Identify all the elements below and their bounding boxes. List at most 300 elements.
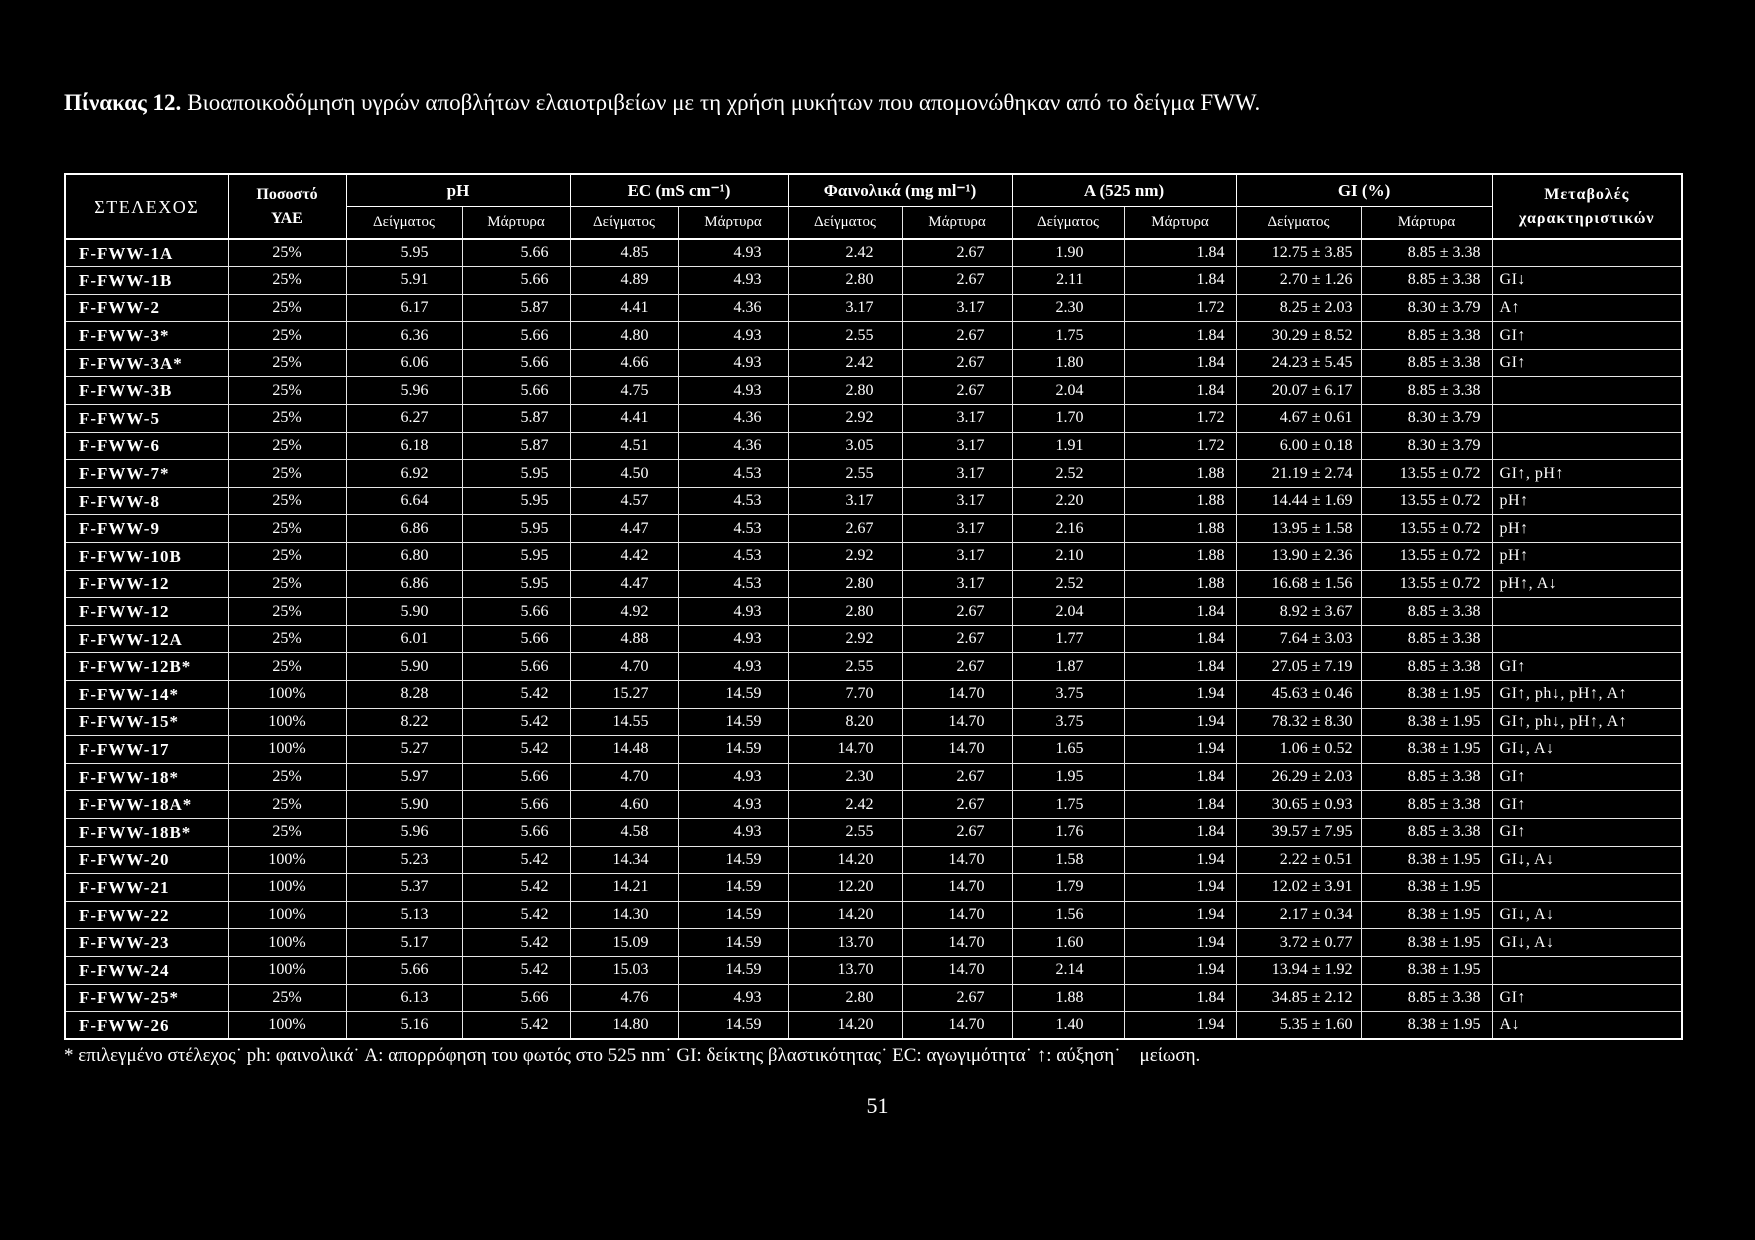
- ec-control: 4.36: [678, 405, 788, 433]
- phenolics-sample: 2.30: [788, 763, 902, 791]
- table-caption: [64, 89, 1260, 117]
- absorbance-sample: 2.20: [1012, 487, 1124, 515]
- changes: A↑: [1492, 294, 1682, 322]
- absorbance-control: 1.94: [1124, 956, 1236, 984]
- ph-control: 5.42: [462, 681, 570, 709]
- ph-control: 5.66: [462, 818, 570, 846]
- table-row: [65, 239, 1682, 267]
- header-gi-sample: Δείγματος: [1236, 206, 1361, 239]
- changes: [1492, 874, 1682, 902]
- ph-control: 5.42: [462, 1012, 570, 1040]
- changes: GI↑: [1492, 791, 1682, 819]
- ec-control: 4.53: [678, 460, 788, 488]
- absorbance-control: 1.84: [1124, 377, 1236, 405]
- yae-percent: 100%: [228, 681, 346, 709]
- absorbance-sample: 1.77: [1012, 625, 1124, 653]
- strain-name: F-FWW-23: [65, 929, 228, 957]
- ph-sample: 8.22: [346, 708, 462, 736]
- table-row: [65, 570, 1682, 598]
- ec-control: 4.53: [678, 570, 788, 598]
- ph-control: 5.42: [462, 736, 570, 764]
- ph-sample: 6.01: [346, 625, 462, 653]
- ec-control: 14.59: [678, 736, 788, 764]
- yae-percent: 25%: [228, 543, 346, 571]
- ec-sample: 15.03: [570, 956, 678, 984]
- ec-control: 4.93: [678, 653, 788, 681]
- ph-sample: 5.90: [346, 791, 462, 819]
- table-row: [65, 653, 1682, 681]
- absorbance-sample: 3.75: [1012, 681, 1124, 709]
- ec-sample: 4.50: [570, 460, 678, 488]
- phenolics-control: 2.67: [902, 984, 1012, 1012]
- gi-sample: 16.68 ± 1.56: [1236, 570, 1361, 598]
- phenolics-control: 14.70: [902, 874, 1012, 902]
- table-row: [65, 460, 1682, 488]
- absorbance-sample: 1.80: [1012, 349, 1124, 377]
- gi-control: 8.85 ± 3.38: [1361, 625, 1492, 653]
- absorbance-control: 1.94: [1124, 681, 1236, 709]
- absorbance-sample: 1.56: [1012, 901, 1124, 929]
- phenolics-control: 14.70: [902, 708, 1012, 736]
- ph-sample: 6.06: [346, 349, 462, 377]
- gi-control: 8.30 ± 3.79: [1361, 405, 1492, 433]
- phenolics-sample: 2.92: [788, 405, 902, 433]
- yae-percent: 25%: [228, 984, 346, 1012]
- ec-sample: 4.60: [570, 791, 678, 819]
- ph-sample: 5.90: [346, 653, 462, 681]
- gi-sample: 8.25 ± 2.03: [1236, 294, 1361, 322]
- changes: GI↑: [1492, 653, 1682, 681]
- strain-name: F-FWW-18A*: [65, 791, 228, 819]
- gi-sample: 2.22 ± 0.51: [1236, 846, 1361, 874]
- ph-control: 5.66: [462, 625, 570, 653]
- yae-percent: 25%: [228, 570, 346, 598]
- strain-name: F-FWW-2: [65, 294, 228, 322]
- absorbance-sample: 2.04: [1012, 377, 1124, 405]
- yae-percent: 25%: [228, 515, 346, 543]
- changes: pH↑: [1492, 543, 1682, 571]
- absorbance-sample: 1.76: [1012, 818, 1124, 846]
- ec-sample: 4.57: [570, 487, 678, 515]
- ec-sample: 4.47: [570, 570, 678, 598]
- phenolics-sample: 13.70: [788, 956, 902, 984]
- phenolics-sample: 2.42: [788, 349, 902, 377]
- ec-sample: 4.70: [570, 763, 678, 791]
- ph-sample: 5.97: [346, 763, 462, 791]
- phenolics-sample: 2.42: [788, 239, 902, 267]
- strain-name: F-FWW-18B*: [65, 818, 228, 846]
- strain-name: F-FWW-22: [65, 901, 228, 929]
- gi-sample: 20.07 ± 6.17: [1236, 377, 1361, 405]
- ec-control: 14.59: [678, 901, 788, 929]
- ec-sample: 4.47: [570, 515, 678, 543]
- ph-control: 5.66: [462, 322, 570, 350]
- phenolics-sample: 2.80: [788, 984, 902, 1012]
- gi-sample: 5.35 ± 1.60: [1236, 1012, 1361, 1040]
- absorbance-control: 1.88: [1124, 570, 1236, 598]
- phenolics-sample: 2.55: [788, 653, 902, 681]
- yae-percent: 25%: [228, 405, 346, 433]
- ph-control: 5.66: [462, 653, 570, 681]
- strain-name: F-FWW-17: [65, 736, 228, 764]
- header-gi-control: Μάρτυρα: [1361, 206, 1492, 239]
- strain-name: F-FWW-10B: [65, 543, 228, 571]
- absorbance-sample: 1.75: [1012, 791, 1124, 819]
- changes: [1492, 432, 1682, 460]
- absorbance-control: 1.94: [1124, 901, 1236, 929]
- gi-control: 8.85 ± 3.38: [1361, 653, 1492, 681]
- gi-control: 8.38 ± 1.95: [1361, 846, 1492, 874]
- ph-sample: 5.27: [346, 736, 462, 764]
- header-phenolics-control: Μάρτυρα: [902, 206, 1012, 239]
- ec-sample: 15.27: [570, 681, 678, 709]
- absorbance-control: 1.84: [1124, 625, 1236, 653]
- yae-percent: 25%: [228, 239, 346, 267]
- gi-control: 13.55 ± 0.72: [1361, 570, 1492, 598]
- ec-sample: 14.55: [570, 708, 678, 736]
- absorbance-sample: 1.70: [1012, 405, 1124, 433]
- changes: GI↑, ph↓, pH↑, A↑: [1492, 708, 1682, 736]
- strain-name: F-FWW-3B: [65, 377, 228, 405]
- changes: GI↓, A↓: [1492, 736, 1682, 764]
- gi-sample: 2.17 ± 0.34: [1236, 901, 1361, 929]
- table-row: [65, 874, 1682, 902]
- table-row: [65, 1012, 1682, 1040]
- ec-sample: 4.42: [570, 543, 678, 571]
- absorbance-control: 1.94: [1124, 874, 1236, 902]
- yae-percent: 25%: [228, 818, 346, 846]
- header-ph-control: Μάρτυρα: [462, 206, 570, 239]
- gi-sample: 7.64 ± 3.03: [1236, 625, 1361, 653]
- phenolics-sample: 2.55: [788, 460, 902, 488]
- header-changes: [1492, 174, 1682, 239]
- gi-sample: 39.57 ± 7.95: [1236, 818, 1361, 846]
- absorbance-control: 1.72: [1124, 432, 1236, 460]
- absorbance-sample: 2.04: [1012, 598, 1124, 626]
- yae-percent: 100%: [228, 708, 346, 736]
- header-strain: ΣΤΕΛΕΧΟΣ: [65, 174, 228, 239]
- phenolics-control: 2.67: [902, 763, 1012, 791]
- table-row: [65, 625, 1682, 653]
- ph-sample: 6.13: [346, 984, 462, 1012]
- strain-name: F-FWW-14*: [65, 681, 228, 709]
- header-yae-line1: Ποσοστό: [256, 185, 318, 203]
- ph-control: 5.95: [462, 460, 570, 488]
- ec-sample: 4.70: [570, 653, 678, 681]
- absorbance-control: 1.72: [1124, 294, 1236, 322]
- yae-percent: 25%: [228, 791, 346, 819]
- phenolics-control: 2.67: [902, 818, 1012, 846]
- strain-name: F-FWW-20: [65, 846, 228, 874]
- ec-control: 4.93: [678, 625, 788, 653]
- gi-control: 8.85 ± 3.38: [1361, 984, 1492, 1012]
- absorbance-sample: 2.30: [1012, 294, 1124, 322]
- ph-sample: 5.91: [346, 267, 462, 295]
- phenolics-control: 3.17: [902, 294, 1012, 322]
- yae-percent: 25%: [228, 653, 346, 681]
- phenolics-sample: 8.20: [788, 708, 902, 736]
- header-absorbance-sample: Δείγματος: [1012, 206, 1124, 239]
- phenolics-control: 14.70: [902, 846, 1012, 874]
- table-row: [65, 818, 1682, 846]
- ph-control: 5.66: [462, 598, 570, 626]
- table-caption-text: Βιοαποικοδόμηση υγρών αποβλήτων ελαιοτριβείων με τη χρήση μυκήτων που απομονώθηκαν από το δείγμα FWW.: [187, 90, 1261, 115]
- ph-control: 5.66: [462, 984, 570, 1012]
- absorbance-sample: 3.75: [1012, 708, 1124, 736]
- ec-sample: 14.80: [570, 1012, 678, 1040]
- yae-percent: 25%: [228, 267, 346, 295]
- gi-sample: 2.70 ± 1.26: [1236, 267, 1361, 295]
- gi-control: 8.38 ± 1.95: [1361, 901, 1492, 929]
- gi-sample: 21.19 ± 2.74: [1236, 460, 1361, 488]
- absorbance-sample: 1.58: [1012, 846, 1124, 874]
- yae-percent: 100%: [228, 929, 346, 957]
- ph-sample: 6.64: [346, 487, 462, 515]
- ec-control: 4.93: [678, 598, 788, 626]
- absorbance-sample: 1.91: [1012, 432, 1124, 460]
- yae-percent: 25%: [228, 598, 346, 626]
- table-body: [65, 239, 1682, 1039]
- gi-sample: 45.63 ± 0.46: [1236, 681, 1361, 709]
- ec-control: 14.59: [678, 846, 788, 874]
- ph-control: 5.95: [462, 570, 570, 598]
- page-number: 51: [866, 1093, 889, 1118]
- absorbance-control: 1.84: [1124, 984, 1236, 1012]
- ec-sample: 14.21: [570, 874, 678, 902]
- ph-sample: 5.23: [346, 846, 462, 874]
- gi-control: 13.55 ± 0.72: [1361, 515, 1492, 543]
- ec-sample: 15.09: [570, 929, 678, 957]
- ph-control: 5.42: [462, 708, 570, 736]
- phenolics-sample: 14.20: [788, 901, 902, 929]
- gi-control: 8.85 ± 3.38: [1361, 239, 1492, 267]
- phenolics-control: 2.67: [902, 625, 1012, 653]
- phenolics-control: 2.67: [902, 322, 1012, 350]
- phenolics-sample: 2.80: [788, 570, 902, 598]
- gi-sample: 30.29 ± 8.52: [1236, 322, 1361, 350]
- ph-sample: 5.96: [346, 377, 462, 405]
- changes: [1492, 598, 1682, 626]
- ec-sample: 14.48: [570, 736, 678, 764]
- ec-sample: 4.76: [570, 984, 678, 1012]
- absorbance-control: 1.72: [1124, 405, 1236, 433]
- gi-sample: 30.65 ± 0.93: [1236, 791, 1361, 819]
- table-row: [65, 405, 1682, 433]
- strain-name: F-FWW-15*: [65, 708, 228, 736]
- ec-control: 14.59: [678, 708, 788, 736]
- absorbance-control: 1.84: [1124, 818, 1236, 846]
- gi-sample: 78.32 ± 8.30: [1236, 708, 1361, 736]
- gi-control: 8.85 ± 3.38: [1361, 349, 1492, 377]
- yae-percent: 25%: [228, 432, 346, 460]
- ec-sample: 4.66: [570, 349, 678, 377]
- table-number: Πίνακας 12.: [64, 90, 182, 115]
- ph-sample: 6.80: [346, 543, 462, 571]
- absorbance-control: 1.94: [1124, 708, 1236, 736]
- strain-name: F-FWW-26: [65, 1012, 228, 1040]
- absorbance-control: 1.84: [1124, 239, 1236, 267]
- header-phenolics: Φαινολικά (mg ml⁻¹): [788, 174, 1012, 206]
- ec-control: 4.36: [678, 294, 788, 322]
- strain-name: F-FWW-3*: [65, 322, 228, 350]
- gi-control: 8.85 ± 3.38: [1361, 791, 1492, 819]
- phenolics-sample: 2.80: [788, 598, 902, 626]
- gi-control: 8.30 ± 3.79: [1361, 294, 1492, 322]
- table-header: [65, 174, 1682, 239]
- ec-sample: 14.34: [570, 846, 678, 874]
- phenolics-control: 14.70: [902, 681, 1012, 709]
- gi-control: 8.85 ± 3.38: [1361, 598, 1492, 626]
- ph-sample: 5.16: [346, 1012, 462, 1040]
- phenolics-control: 3.17: [902, 432, 1012, 460]
- gi-control: 8.85 ± 3.38: [1361, 763, 1492, 791]
- phenolics-control: 14.70: [902, 736, 1012, 764]
- ph-control: 5.42: [462, 846, 570, 874]
- phenolics-sample: 14.20: [788, 846, 902, 874]
- ec-control: 4.53: [678, 515, 788, 543]
- gi-sample: 3.72 ± 0.77: [1236, 929, 1361, 957]
- table-row: [65, 681, 1682, 709]
- ec-sample: 4.88: [570, 625, 678, 653]
- absorbance-sample: 1.75: [1012, 322, 1124, 350]
- changes: [1492, 625, 1682, 653]
- gi-control: 8.38 ± 1.95: [1361, 956, 1492, 984]
- ec-sample: 4.80: [570, 322, 678, 350]
- header-changes-line2: χαρακτηριστικών: [1519, 209, 1655, 227]
- strain-name: F-FWW-5: [65, 405, 228, 433]
- ph-sample: 5.66: [346, 956, 462, 984]
- table-row: [65, 708, 1682, 736]
- ec-sample: 4.89: [570, 267, 678, 295]
- header-ec: EC (mS cm⁻¹): [570, 174, 788, 206]
- yae-percent: 100%: [228, 874, 346, 902]
- phenolics-sample: 3.05: [788, 432, 902, 460]
- absorbance-control: 1.84: [1124, 322, 1236, 350]
- ec-control: 4.36: [678, 432, 788, 460]
- phenolics-control: 3.17: [902, 570, 1012, 598]
- ph-sample: 6.36: [346, 322, 462, 350]
- phenolics-sample: 13.70: [788, 929, 902, 957]
- yae-percent: 25%: [228, 377, 346, 405]
- ph-control: 5.42: [462, 956, 570, 984]
- gi-control: 13.55 ± 0.72: [1361, 487, 1492, 515]
- table-row: [65, 846, 1682, 874]
- table-row: [65, 598, 1682, 626]
- table-row: [65, 377, 1682, 405]
- ph-sample: 6.17: [346, 294, 462, 322]
- ph-control: 5.66: [462, 763, 570, 791]
- changes: GI↑, ph↓, pH↑, A↑: [1492, 681, 1682, 709]
- ec-control: 4.93: [678, 267, 788, 295]
- ec-control: 14.59: [678, 874, 788, 902]
- header-row-groups: [65, 174, 1682, 206]
- table-row: [65, 432, 1682, 460]
- absorbance-control: 1.88: [1124, 515, 1236, 543]
- ec-control: 4.53: [678, 543, 788, 571]
- changes: [1492, 239, 1682, 267]
- absorbance-sample: 1.40: [1012, 1012, 1124, 1040]
- ec-sample: 4.58: [570, 818, 678, 846]
- ph-control: 5.95: [462, 487, 570, 515]
- strain-name: F-FWW-12A: [65, 625, 228, 653]
- changes: pH↑, A↓: [1492, 570, 1682, 598]
- header-changes-line1: Μεταβολές: [1544, 185, 1630, 203]
- gi-control: 8.85 ± 3.38: [1361, 322, 1492, 350]
- gi-sample: 27.05 ± 7.19: [1236, 653, 1361, 681]
- absorbance-sample: 2.16: [1012, 515, 1124, 543]
- absorbance-control: 1.94: [1124, 1012, 1236, 1040]
- ph-control: 5.42: [462, 901, 570, 929]
- phenolics-control: 14.70: [902, 929, 1012, 957]
- header-yae: [228, 174, 346, 239]
- ph-sample: 6.86: [346, 515, 462, 543]
- gi-control: 8.85 ± 3.38: [1361, 267, 1492, 295]
- header-phenolics-sample: Δείγματος: [788, 206, 902, 239]
- header-gi: GI (%): [1236, 174, 1492, 206]
- table-row: [65, 929, 1682, 957]
- absorbance-control: 1.84: [1124, 349, 1236, 377]
- phenolics-sample: 3.17: [788, 294, 902, 322]
- results-table: [64, 173, 1683, 1040]
- table-row: [65, 763, 1682, 791]
- strain-name: F-FWW-1B: [65, 267, 228, 295]
- phenolics-sample: 14.20: [788, 1012, 902, 1040]
- ec-control: 14.59: [678, 956, 788, 984]
- absorbance-sample: 1.88: [1012, 984, 1124, 1012]
- header-ec-sample: Δείγματος: [570, 206, 678, 239]
- absorbance-control: 1.84: [1124, 598, 1236, 626]
- table-row: [65, 736, 1682, 764]
- gi-control: 8.85 ± 3.38: [1361, 818, 1492, 846]
- ec-control: 4.93: [678, 239, 788, 267]
- ec-sample: 14.30: [570, 901, 678, 929]
- ec-control: 4.93: [678, 791, 788, 819]
- ph-control: 5.66: [462, 239, 570, 267]
- ec-sample: 4.41: [570, 405, 678, 433]
- ec-sample: 4.41: [570, 294, 678, 322]
- ec-sample: 4.85: [570, 239, 678, 267]
- ph-sample: 8.28: [346, 681, 462, 709]
- phenolics-sample: 2.55: [788, 818, 902, 846]
- ec-sample: 4.75: [570, 377, 678, 405]
- strain-name: F-FWW-12: [65, 570, 228, 598]
- ph-sample: 5.95: [346, 239, 462, 267]
- ec-sample: 4.51: [570, 432, 678, 460]
- phenolics-control: 3.17: [902, 487, 1012, 515]
- header-absorbance-control: Μάρτυρα: [1124, 206, 1236, 239]
- absorbance-sample: 1.60: [1012, 929, 1124, 957]
- gi-sample: 34.85 ± 2.12: [1236, 984, 1361, 1012]
- ph-control: 5.66: [462, 267, 570, 295]
- table-footnote: * επιλεγμένο στέλεχος˙ ph: φαινολικά˙ A: απορρόφηση του φωτός στο 525 nm˙ GI: δείκτης βλαστικότητας˙ EC: αγωγιμότητα˙ ↑: αύξηση˙ μείωση.: [64, 1045, 1201, 1066]
- phenolics-sample: 2.80: [788, 267, 902, 295]
- phenolics-sample: 2.67: [788, 515, 902, 543]
- yae-percent: 100%: [228, 956, 346, 984]
- gi-control: 13.55 ± 0.72: [1361, 460, 1492, 488]
- phenolics-control: 2.67: [902, 349, 1012, 377]
- phenolics-control: 14.70: [902, 1012, 1012, 1040]
- phenolics-control: 2.67: [902, 267, 1012, 295]
- phenolics-control: 2.67: [902, 598, 1012, 626]
- ec-control: 4.93: [678, 763, 788, 791]
- ph-control: 5.42: [462, 874, 570, 902]
- yae-percent: 25%: [228, 294, 346, 322]
- strain-name: F-FWW-3A*: [65, 349, 228, 377]
- changes: GI↓: [1492, 267, 1682, 295]
- gi-sample: 26.29 ± 2.03: [1236, 763, 1361, 791]
- ph-sample: 5.37: [346, 874, 462, 902]
- strain-name: F-FWW-9: [65, 515, 228, 543]
